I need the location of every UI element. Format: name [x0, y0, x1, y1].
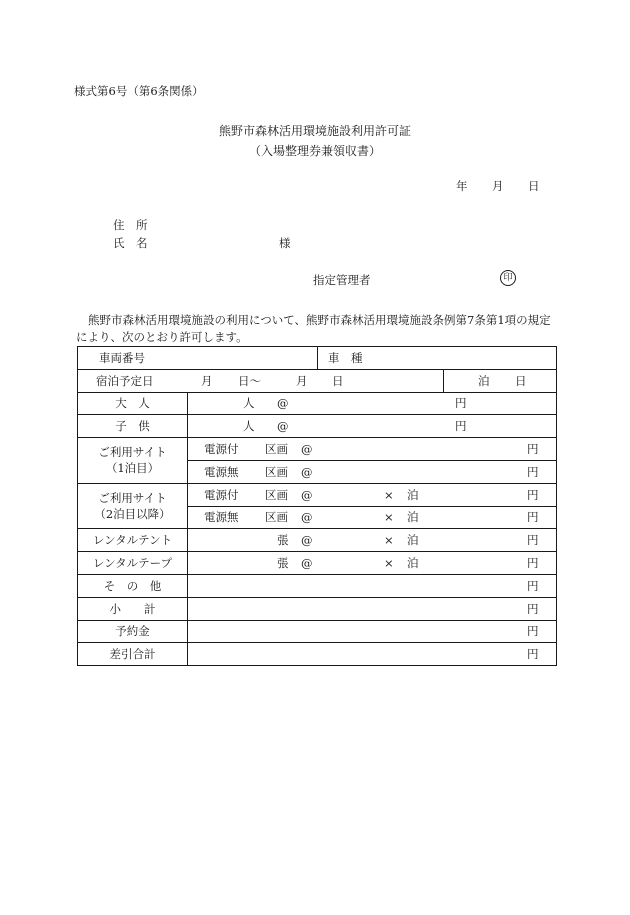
at-mark: @ [301, 487, 313, 502]
yen-unit: 円 [527, 601, 539, 616]
deposit-cell[interactable] [188, 620, 557, 643]
yen-unit: 円 [527, 624, 539, 639]
total-label: 差引合計 [78, 643, 188, 666]
rental-tent-label: レンタルテント [78, 529, 188, 552]
document-title: 熊野市森林活用環境施設利用許可証 [218, 124, 411, 138]
site-later-nights-label [78, 483, 188, 529]
stay-date-label: 宿泊予定日 [96, 373, 154, 388]
at-mark: @ [301, 442, 313, 457]
piece-unit: 張 [277, 533, 289, 548]
other-cell[interactable] [188, 574, 557, 597]
rental-tent-row [78, 529, 557, 552]
nights-cell[interactable] [444, 369, 557, 392]
deposit-row [78, 620, 557, 643]
stay-month-label: 月 [201, 373, 213, 388]
haku-unit: 泊 [407, 556, 419, 571]
site-first-night-powered-cell[interactable] [188, 438, 557, 461]
rental-tarp-label: レンタルテープ [78, 552, 188, 575]
stay-date-row [78, 369, 557, 392]
site-later-nights-unpowered-cell[interactable] [188, 506, 557, 529]
other-label: そ の 他 [78, 574, 188, 597]
yen-unit: 円 [527, 647, 539, 662]
site-first-night-unpowered-cell[interactable] [188, 460, 557, 483]
with-power-label: 電源付 [204, 487, 239, 502]
site-later-nights-powered-cell[interactable] [188, 483, 557, 506]
adult-fee-cell[interactable] [188, 392, 557, 415]
adult-row [78, 392, 557, 415]
lot-label: 区画 [265, 442, 288, 457]
total-row [78, 643, 557, 666]
site-first-night-label [78, 438, 188, 484]
child-person-unit: 人 [243, 419, 255, 434]
adult-person-unit: 人 [243, 396, 255, 411]
child-fee-cell[interactable] [188, 415, 557, 438]
adult-label: 大 人 [78, 392, 188, 415]
honorific: 様 [279, 236, 291, 250]
at-mark: @ [301, 556, 313, 571]
vehicle-number-label: 車両番号 [99, 350, 145, 365]
vehicle-type-cell[interactable] [318, 347, 557, 370]
piece-unit: 張 [277, 556, 289, 571]
stay-date-cell[interactable] [78, 369, 444, 392]
haku-unit: 泊 [407, 487, 419, 502]
adult-yen-unit: 円 [455, 396, 467, 411]
subtotal-row [78, 597, 557, 620]
at-mark: @ [301, 533, 313, 548]
permission-statement: 熊野市森林活用環境施設の利用について、熊野市森林活用環境施設条例第7条第1項の規定により、次のとおり許可します。 [76, 313, 551, 344]
lot-label: 区画 [265, 487, 288, 502]
stay-day2-label: 日 [332, 373, 344, 388]
address-label: 住 所 [113, 218, 148, 232]
total-cell[interactable] [188, 643, 557, 666]
lot-label: 区画 [265, 464, 288, 479]
rental-tent-cell[interactable] [188, 529, 557, 552]
yen-unit: 円 [527, 487, 539, 502]
site-later-nights-label-line2: （2泊目以降） [94, 507, 171, 522]
child-row [78, 415, 557, 438]
times-mark: × [384, 487, 394, 502]
times-mark: × [384, 533, 394, 548]
child-yen-unit: 円 [455, 419, 467, 434]
subtotal-label: 小 計 [78, 597, 188, 620]
deposit-label: 予約金 [78, 620, 188, 643]
date-month-label: 月 [492, 179, 504, 193]
permit-table [77, 346, 557, 666]
times-mark: × [384, 556, 394, 571]
times-mark: × [384, 510, 394, 525]
rental-tarp-row [78, 552, 557, 575]
rental-tarp-cell[interactable] [188, 552, 557, 575]
date-year-label: 年 [456, 179, 468, 193]
child-at-mark: @ [277, 419, 289, 434]
vehicle-row [78, 347, 557, 370]
yen-unit: 円 [527, 510, 539, 525]
at-mark: @ [301, 464, 313, 479]
date-day-label: 日 [528, 179, 540, 193]
haku-unit: 泊 [407, 533, 419, 548]
haku-unit: 泊 [407, 510, 419, 525]
nights-label: 泊 [478, 373, 490, 388]
yen-unit: 円 [527, 556, 539, 571]
lot-label: 区画 [265, 510, 288, 525]
site-first-night-label-line1: ご利用サイト [98, 445, 167, 460]
yen-unit: 円 [527, 442, 539, 457]
site-later-nights-powered-row [78, 483, 557, 506]
with-power-label: 電源付 [204, 442, 239, 457]
yen-unit: 円 [527, 464, 539, 479]
stay-month2-label: 月 [296, 373, 308, 388]
site-first-night-powered-row [78, 438, 557, 461]
document-subtitle: （入場整理券兼領収書） [248, 144, 381, 158]
yen-unit: 円 [527, 578, 539, 593]
name-label: 氏 名 [113, 236, 148, 250]
without-power-label: 電源無 [204, 510, 239, 525]
site-later-nights-label-line1: ご利用サイト [98, 491, 167, 506]
stay-day-range-label: 日～ [238, 373, 261, 388]
vehicle-number-cell[interactable] [78, 347, 318, 370]
vehicle-type-label: 車 種 [328, 350, 363, 365]
designated-manager-label: 指定管理者 [313, 273, 371, 287]
form-number: 様式第6号（第6条関係） [74, 84, 204, 98]
child-label: 子 供 [78, 415, 188, 438]
site-first-night-label-line2: （1泊目） [105, 461, 160, 476]
adult-at-mark: @ [277, 396, 289, 411]
yen-unit: 円 [527, 533, 539, 548]
nights-day-label: 日 [515, 373, 527, 388]
other-row [78, 574, 557, 597]
subtotal-cell[interactable] [188, 597, 557, 620]
at-mark: @ [301, 510, 313, 525]
without-power-label: 電源無 [204, 464, 239, 479]
seal-mark: 印 [500, 270, 516, 286]
